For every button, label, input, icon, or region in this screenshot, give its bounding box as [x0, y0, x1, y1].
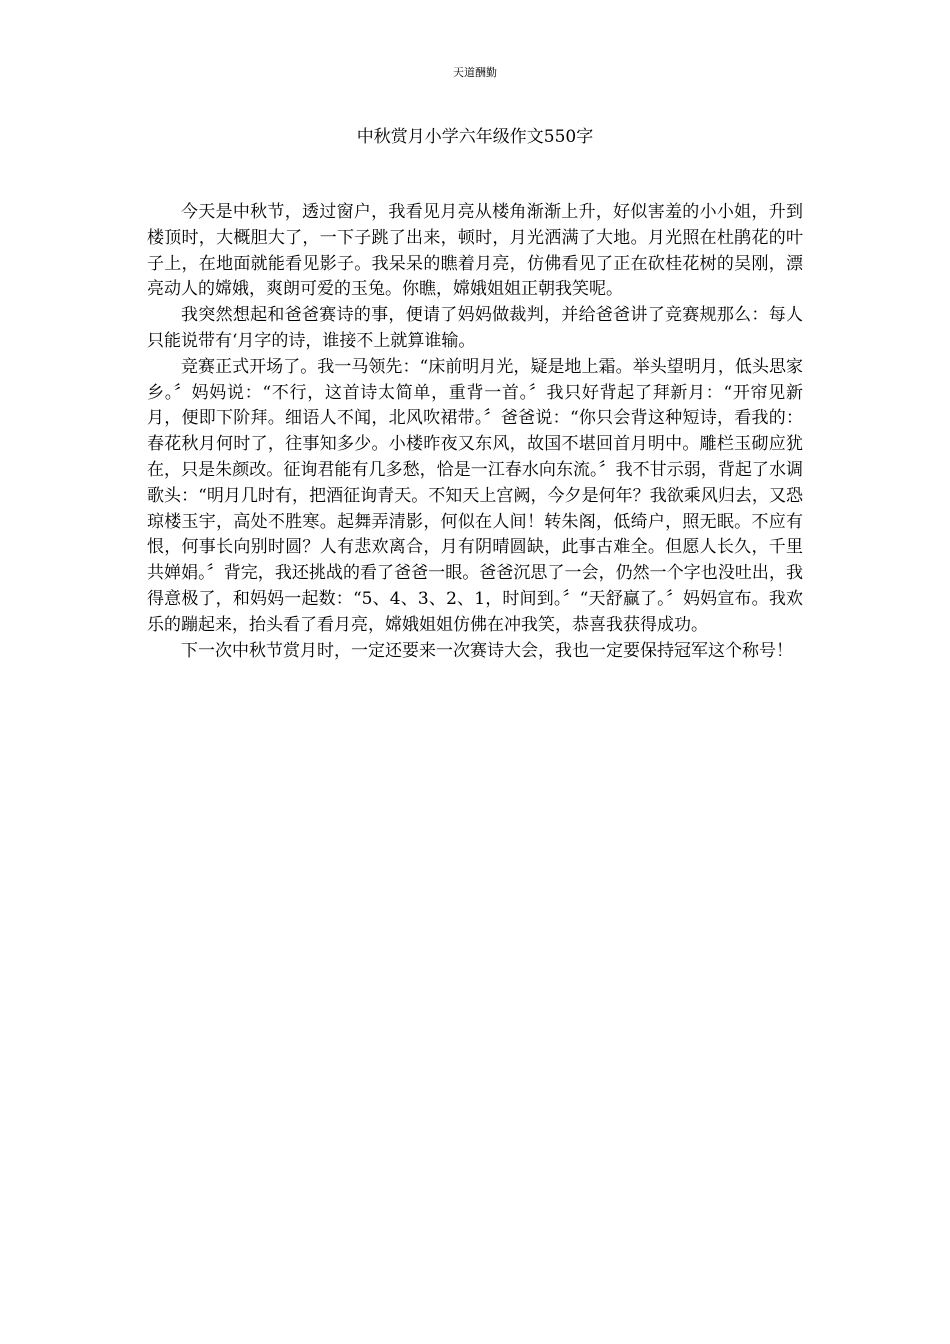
paragraph: 我突然想起和爸爸赛诗的事，便请了妈妈做裁判，并给爸爸讲了竞赛规那么：每人只能说带有‘月字的诗，谁接不上就算谁输。 — [147, 305, 803, 351]
paragraph: 竞赛正式开场了。我一马领先：“床前明月光，疑是地上霜。举头望明月，低头思家乡。〞妈妈说：“不行，这首诗太简单，重背一首。〞我只好背起了拜新月：“开帘见新月，便即下阶拜。细语人不闻，北风吹裙带。〞爸爸说：“你只会背这种短诗，看我的：春花秋月何时了，往事知多少。小楼昨夜又东风，故国不堪回首月明中。雕栏玉砌应犹在，只是朱颜改。征询君能有几多愁，恰是一江春水向东流。〞我不甘示弱，背起了水调歌头：“明月几时有，把酒征询青天。不知天上宫阙，今夕是何年？我欲乘风归去，又恐琼楼玉宇，高处不胜寒。起舞弄清影，何似在人间！转朱阁，低绮户，照无眠。不应有恨，何事长向别时圆？人有悲欢离合，月有阴晴圆缺，此事古难全。但愿人长久，千里共婵娟。〞背完，我还挑战的看了爸爸一眼。爸爸沉思了一会，仍然一个字也没吐出，我得意极了，和妈妈一起数：“5、4、3、2、1，时间到。〞“天舒赢了。〞妈妈宣布。我欢乐的蹦起来，抬头看了看月亮，嫦娥姐姐仿佛在冲我笑，恭喜我获得成功。 — [147, 356, 803, 635]
page-header: 天道酬勤 — [453, 66, 497, 79]
paragraph: 今天是中秋节，透过窗户，我看见月亮从楼角渐渐上升，好似害羞的小小姐，升到楼顶时，大概胆大了，一下子跳了出来，顿时，月光洒满了大地。月光照在杜鹃花的叶子上，在地面就能看见影子。我呆呆的瞧着月亮，仿佛看见了正在砍桂花树的吴刚，漂亮动人的嫦娥，爽朗可爱的玉兔。你瞧，嫦娥姐姐正朝我笑呢。 — [147, 202, 803, 300]
essay-body — [147, 200, 803, 664]
paragraph: 下一次中秋节赏月时，一定还要来一次赛诗大会，我也一定要保持冠军这个称号！ — [181, 640, 793, 661]
essay-title: 中秋赏月小学六年级作文550字 — [356, 127, 594, 147]
